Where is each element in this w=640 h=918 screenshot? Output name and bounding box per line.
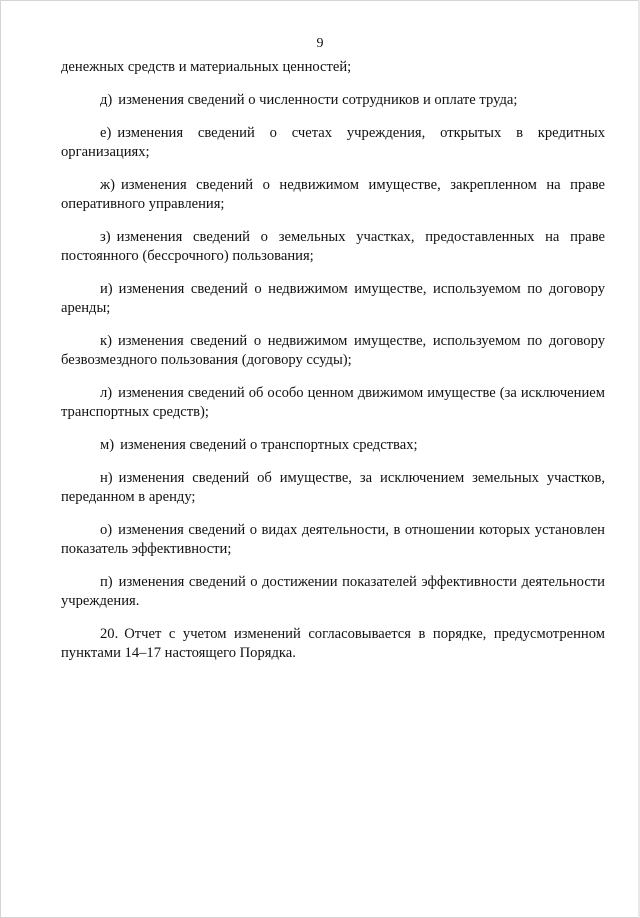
list-item-e bbox=[61, 124, 605, 162]
paragraph-text: Отчет с учетом изменений согласовывается в порядке, предусмотренном пунктами 14–17 настоящего Порядка. bbox=[61, 626, 605, 661]
clause-number: 20. bbox=[100, 626, 119, 642]
list-marker: ж) bbox=[100, 177, 115, 193]
paragraph-text: изменения сведений о достижении показателей эффективности деятельности учреждения. bbox=[61, 574, 605, 609]
clause-20 bbox=[61, 625, 605, 663]
paragraph-text: изменения сведений о счетах учреждения, открытых в кредитных организациях; bbox=[61, 125, 605, 160]
list-item-n bbox=[61, 469, 605, 507]
paragraph-text: денежных средств и материальных ценностей; bbox=[61, 59, 352, 75]
paragraph-text: изменения сведений об особо ценном движимом имуществе (за исключением транспортных средств); bbox=[61, 385, 605, 420]
list-marker: м) bbox=[100, 437, 115, 453]
list-item-o bbox=[61, 521, 605, 559]
list-marker: н) bbox=[100, 470, 113, 486]
list-item-zh bbox=[61, 176, 605, 214]
list-marker: и) bbox=[100, 281, 113, 297]
list-marker: п) bbox=[100, 574, 113, 590]
list-item-i bbox=[61, 280, 605, 318]
paragraph-text: изменения сведений о транспортных средствах; bbox=[120, 437, 418, 453]
list-item-m bbox=[61, 436, 605, 455]
list-item-k bbox=[61, 332, 605, 370]
paragraph-continuation bbox=[61, 58, 605, 77]
paragraph-text: изменения сведений о видах деятельности, в отношении которых установлен показатель эффективности; bbox=[61, 522, 605, 557]
list-marker: е) bbox=[100, 125, 112, 141]
list-item-l bbox=[61, 384, 605, 422]
document-body bbox=[61, 58, 605, 677]
paragraph-text: изменения сведений о земельных участках, предоставленных на праве постоянного (бессрочного) пользования; bbox=[61, 229, 605, 264]
list-item-d bbox=[61, 91, 605, 110]
list-marker: к) bbox=[100, 333, 112, 349]
paragraph-text: изменения сведений о недвижимом имуществе, используемом по договору безвозмездного пользования (договору ссуды); bbox=[61, 333, 605, 368]
list-marker: д) bbox=[100, 92, 113, 108]
list-item-p bbox=[61, 573, 605, 611]
list-marker: л) bbox=[100, 385, 113, 401]
paragraph-text: изменения сведений о недвижимом имуществе, закрепленном на праве оперативного управления; bbox=[61, 177, 605, 212]
page-number: 9 bbox=[316, 36, 324, 51]
list-marker: о) bbox=[100, 522, 113, 538]
paragraph-text: изменения сведений о недвижимом имуществе, используемом по договору аренды; bbox=[61, 281, 605, 316]
paragraph-text: изменения сведений об имуществе, за исключением земельных участков, переданном в аренду; bbox=[61, 470, 605, 505]
paragraph-text: изменения сведений о численности сотрудников и оплате труда; bbox=[118, 92, 518, 108]
list-item-z bbox=[61, 228, 605, 266]
list-marker: з) bbox=[100, 229, 111, 245]
